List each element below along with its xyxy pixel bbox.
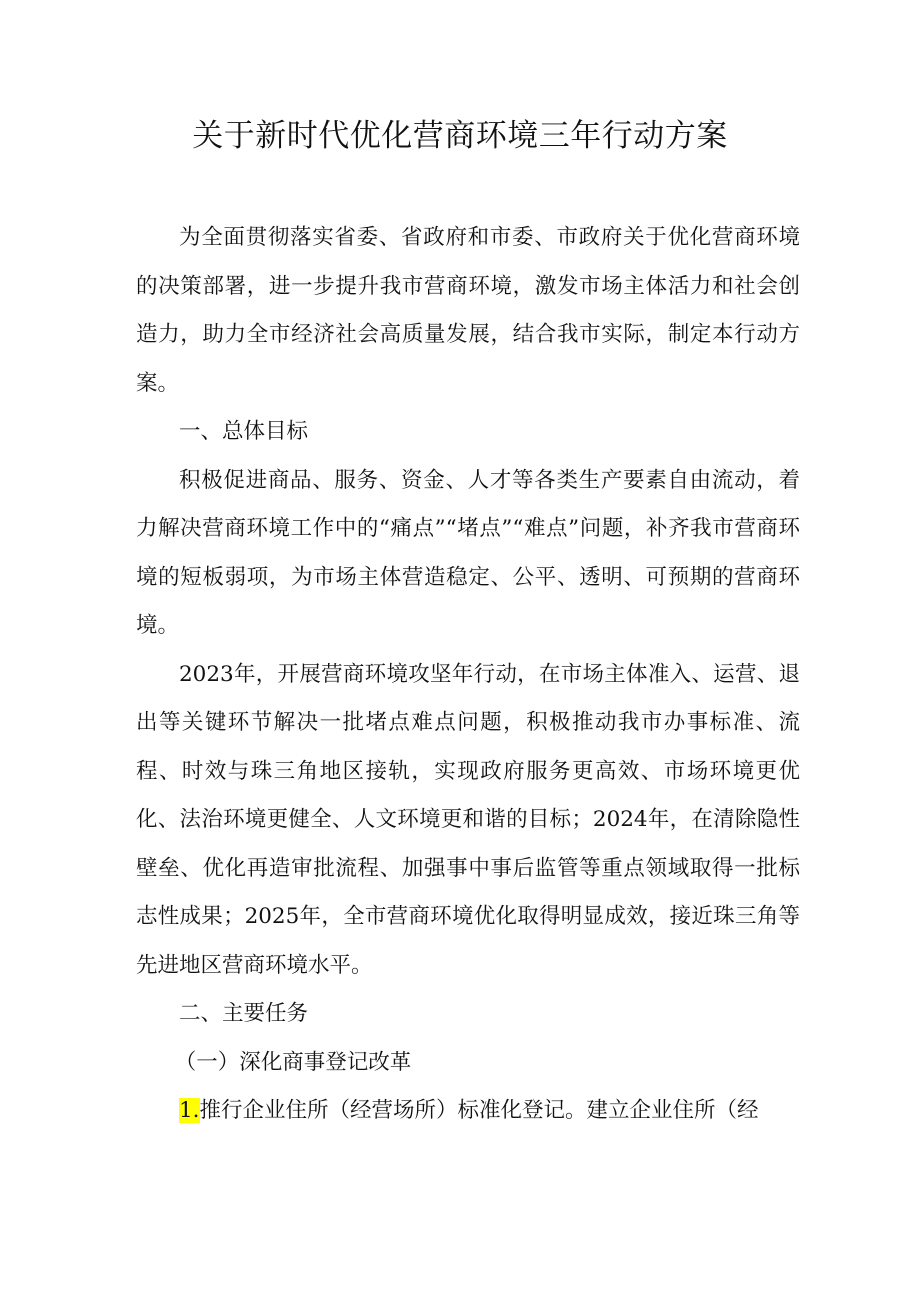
paragraph-intro: 为全面贯彻落实省委、省政府和市委、市政府关于优化营商环境的决策部署，进一步提升我市营商环境，激发市场主体活力和社会创造力，助力全市经济社会高质量发展，结合我市实际，制定本行动方案。	[136, 225, 800, 396]
list-item-1	[136, 1087, 800, 1136]
document-body	[136, 214, 800, 1136]
heading-main-tasks: 二、主要任务	[179, 1001, 309, 1026]
heading-overall-goal: 一、总体目标	[179, 419, 309, 444]
paragraph-goal-description: 积极促进商品、服务、资金、人才等各类生产要素自由流动，着力解决营商环境工作中的“痛点”“堵点”“难点”问题，补齐我市营商环境的短板弱项，为市场主体营造稳定、公平、透明、可预期的营商环境。	[136, 467, 800, 638]
list-item-1-text: 推行企业住所（经营场所）标准化登记。建立企业住所（经	[199, 1098, 759, 1123]
paragraph-yearly-targets: 2023年，开展营商环境攻坚年行动，在市场主体准入、运营、退出等关键环节解决一批堵点难点问题，积极推动我市办事标准、流程、时效与珠三角地区接轨，实现政府服务更高效、市场环境更优化、法治环境更健全、人文环境更和谐的目标；2024年，在清除隐性壁垒、优化再造审批流程、加强事中事后监管等重点领域取得一批标志性成果；2025年，全市营商环境优化取得明显成效，接近珠三角等先进地区营商环境水平。	[136, 661, 800, 978]
item-number-highlight: 1.	[179, 1098, 200, 1123]
document-title: 关于新时代优化营商环境三年行动方案	[192, 118, 728, 154]
subheading-commercial-registration: （一）深化商事登记改革	[174, 1049, 412, 1075]
